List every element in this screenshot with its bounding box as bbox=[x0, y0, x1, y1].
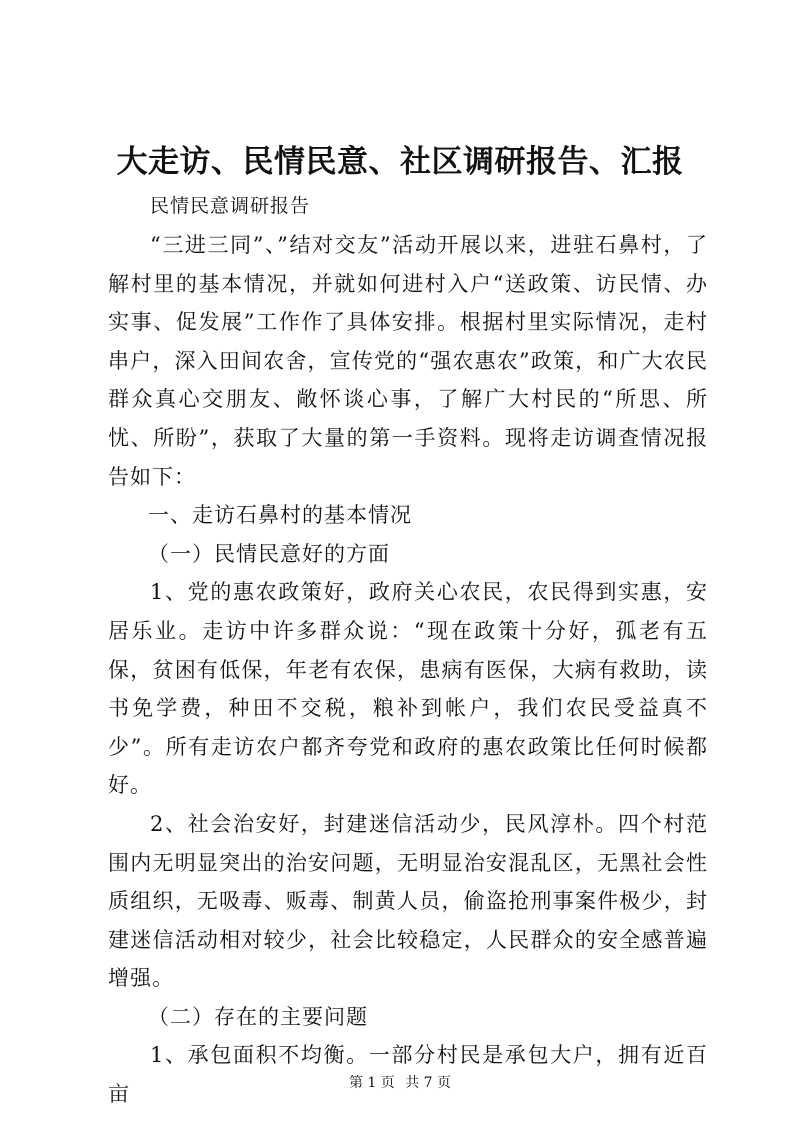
section-heading-1: 一、走访石鼻村的基本情况 bbox=[148, 503, 412, 528]
document-title: 大走访、民情民意、社区调研报告、汇报 bbox=[116, 144, 684, 180]
subsection-heading-good: （一）民情民意好的方面 bbox=[148, 541, 390, 566]
document-body bbox=[108, 226, 708, 1114]
paragraph-intro: “三进三同”、”结对交友”活动开展以来，进驻石鼻村，了解村里的基本情况，并就如何进村入户“送政策、访民情、办实事、促发展”工作作了具体安排。根据村里实际情况，走村串户，深入田间农舍，宣传党的“强农惠农”政策，和广大农民群众真心交朋友、敞怀谈心事，了解广大村民的“所思、所忧、所盼”，获取了大量的第一手资料。现将走访调查情况报告如下： bbox=[108, 233, 708, 489]
page-number: 第 1 页 bbox=[348, 1075, 395, 1091]
subsection-heading-problems: （二）存在的主要问题 bbox=[148, 1004, 368, 1029]
page-total: 共 7 页 bbox=[405, 1075, 452, 1091]
paragraph-problem-1: 1、承包面积不均衡。一部分村民是承包大户，拥有近百亩 bbox=[108, 1043, 708, 1107]
paragraph-item-2: 2、社会治安好，封建迷信活动少，民风淳朴。四个村范围内无明显突出的治安问题，无明显治安混乱区，无黑社会性质组织，无吸毒、贩毒、制黄人员，偷盗抢刑事案件极少，封建迷信活动相对较少，社会比较稳定，人民群众的安全感普遍增强。 bbox=[108, 811, 708, 991]
page-footer bbox=[0, 1073, 800, 1093]
paragraph-item-1: 1、党的惠农政策好，政府关心农民，农民得到实惠，安居乐业。走访中许多群众说：“现在政策十分好，孤老有五保，贫困有低保，年老有农保，患病有医保，大病有救助，读书免学费，种田不交税，粮补到帐户，我们农民受益真不少”。所有走访农户都齐夸党和政府的惠农政策比任何时候都好。 bbox=[108, 580, 708, 798]
document-subtitle: 民情民意调研报告 bbox=[150, 195, 311, 217]
